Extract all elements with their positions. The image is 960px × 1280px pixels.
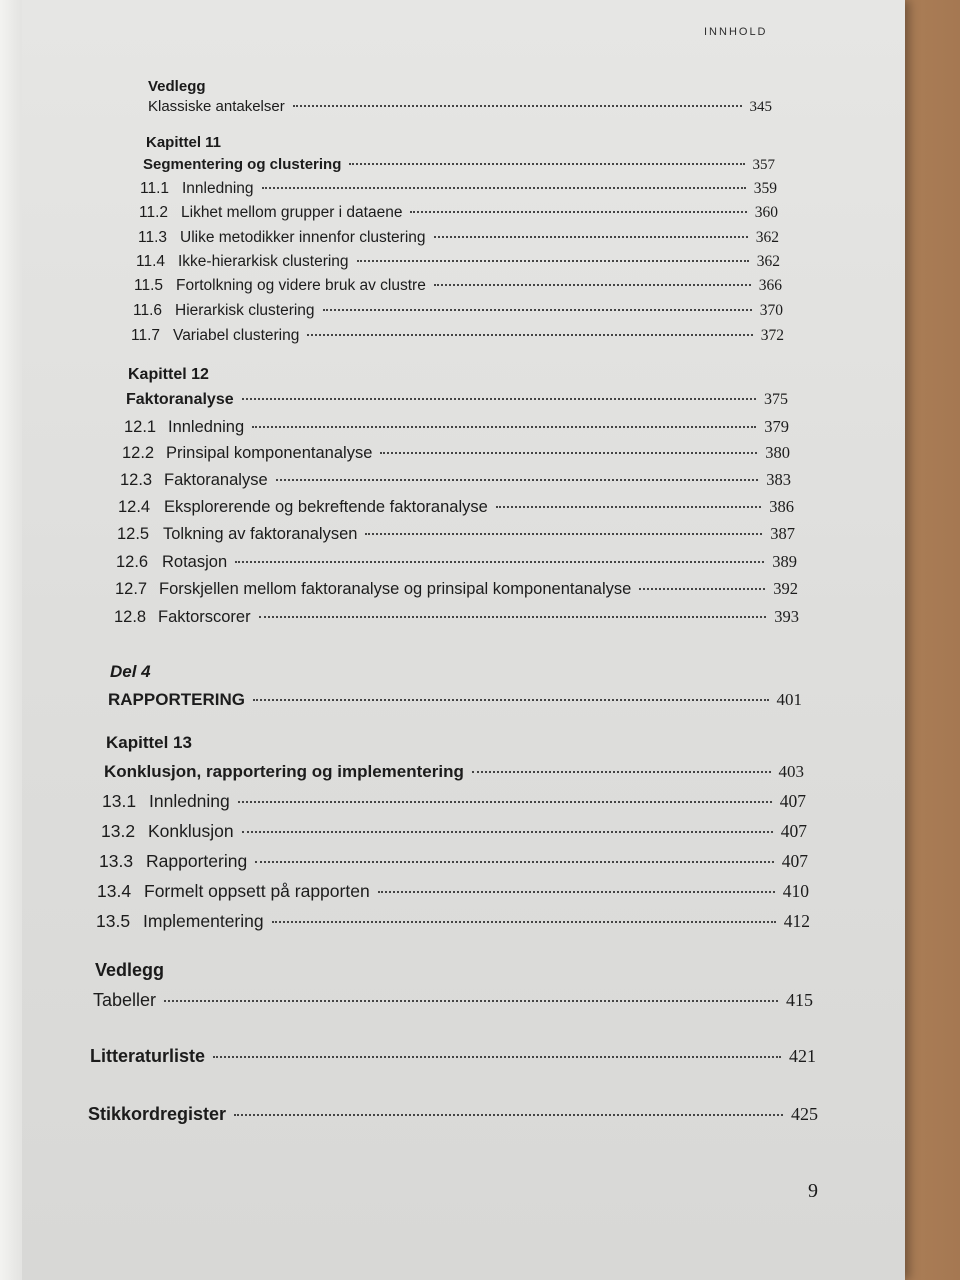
dot-leader (434, 236, 748, 238)
toc-title: Innledning (168, 418, 245, 436)
dot-leader (365, 533, 762, 535)
section-number: 11.2 (139, 204, 169, 221)
toc-index[interactable] (88, 1104, 818, 1125)
dot-leader (272, 921, 776, 923)
section-number: 12.8 (114, 608, 147, 626)
toc-title: Formelt oppsett på rapporten (144, 881, 370, 901)
dot-leader (357, 260, 749, 262)
toc-entry[interactable] (136, 253, 780, 271)
dot-leader (380, 452, 757, 454)
dot-leader (234, 1114, 783, 1116)
toc-part-title[interactable] (108, 690, 802, 710)
toc-title: Ikke-hierarkisk clustering (178, 253, 349, 270)
toc-page: 360 (754, 204, 778, 221)
dot-leader (253, 699, 769, 701)
toc-page: 375 (764, 391, 788, 408)
toc-title: Eksplorerende og bekreftende faktoranalyse (164, 498, 488, 516)
toc-entry[interactable] (117, 524, 795, 544)
dot-leader (434, 284, 751, 286)
toc-entry[interactable] (96, 911, 810, 932)
toc-page: 403 (778, 762, 804, 781)
toc-title: Ulike metodikker innenfor clustering (180, 229, 426, 246)
chapter-13-heading: Kapittel 13 (106, 733, 192, 752)
section-number: 13.3 (99, 851, 134, 871)
section-number: 13.2 (101, 821, 136, 841)
dot-leader (242, 831, 773, 833)
toc-title: Stikkordregister (88, 1104, 227, 1124)
toc-title: Faktoranalyse (164, 471, 268, 489)
appendix-heading: Vedlegg (148, 78, 206, 95)
toc-chapter-title[interactable] (104, 762, 804, 782)
dot-leader (307, 334, 752, 336)
toc-entry[interactable] (114, 607, 799, 627)
toc-entry[interactable] (93, 990, 813, 1011)
dot-leader (242, 398, 756, 400)
dot-leader (378, 891, 775, 893)
toc-entry[interactable] (120, 470, 791, 490)
toc-page: 389 (772, 552, 797, 571)
toc-title: Forskjellen mellom faktoranalyse og prinsipal komponentanalyse (159, 580, 632, 598)
section-number: 12.4 (118, 498, 151, 516)
section-number: 12.1 (124, 418, 157, 436)
toc-title: Hierarkisk clustering (175, 302, 315, 319)
page-number: 9 (808, 1180, 818, 1202)
toc-page: 359 (753, 180, 777, 197)
dot-leader (235, 561, 764, 563)
toc-page: 386 (769, 497, 794, 516)
toc-entry[interactable] (122, 443, 790, 463)
toc-title: Tolkning av faktoranalysen (163, 525, 358, 543)
section-number: 13.1 (102, 791, 137, 811)
section-number: 13.4 (97, 881, 132, 901)
section-number: 12.3 (120, 471, 153, 489)
dot-leader (472, 771, 771, 773)
toc-page: 387 (770, 524, 795, 543)
toc-title: Litteraturliste (90, 1046, 206, 1066)
dot-leader (323, 309, 752, 311)
toc-page: 425 (791, 1104, 818, 1124)
toc-page: 362 (756, 253, 780, 270)
toc-entry[interactable] (101, 821, 807, 842)
toc-page: 362 (755, 229, 779, 246)
dot-leader (255, 861, 774, 863)
dot-leader (164, 1000, 778, 1002)
dot-leader (410, 211, 746, 213)
toc-page: 415 (786, 990, 813, 1010)
toc-entry[interactable] (148, 98, 772, 116)
section-number: 11.6 (133, 302, 163, 319)
section-number: 12.7 (115, 580, 148, 598)
toc-entry[interactable] (139, 204, 778, 222)
chapter-11-heading: Kapittel 11 (146, 134, 222, 151)
toc-entry[interactable] (124, 417, 789, 437)
toc-title: Faktorscorer (158, 608, 251, 626)
section-number: 11.4 (136, 253, 166, 270)
toc-title: Innledning (149, 791, 230, 811)
toc-title: Implementering (143, 911, 264, 931)
toc-title: Segmentering og clustering (143, 156, 342, 173)
toc-title: Variabel clustering (173, 327, 300, 344)
section-number: 12.2 (122, 444, 155, 462)
toc-page: 421 (789, 1046, 816, 1066)
toc-page: 372 (760, 327, 784, 344)
toc-page: 410 (782, 881, 809, 901)
dot-leader (238, 801, 772, 803)
toc-title: Rapportering (146, 851, 248, 871)
toc-page: 393 (774, 607, 799, 626)
running-header: INNHOLD (704, 26, 768, 38)
toc-page: 401 (776, 690, 802, 709)
toc-page: 357 (752, 157, 775, 173)
toc-page: 380 (765, 443, 790, 462)
toc-entry[interactable] (138, 229, 779, 247)
section-number: 11.7 (131, 327, 161, 344)
toc-title: Konklusjon (148, 821, 234, 841)
toc-title: RAPPORTERING (108, 690, 245, 709)
dot-leader (252, 426, 756, 428)
section-number: 12.5 (117, 525, 150, 543)
toc-page: 366 (758, 277, 782, 294)
toc-page: 407 (779, 791, 806, 811)
toc-title: Likhet mellom grupper i dataene (181, 204, 403, 221)
dot-leader (259, 616, 767, 618)
toc-chapter-title[interactable] (126, 391, 788, 409)
toc-title: Konklusjon, rapportering og implementering (104, 762, 464, 781)
dot-leader (262, 187, 746, 189)
toc-page: 412 (783, 911, 810, 931)
toc-title: Tabeller (93, 990, 157, 1010)
section-number: 11.5 (134, 277, 164, 294)
page-edge (0, 0, 22, 1280)
toc-page: 379 (764, 417, 789, 436)
toc-entry[interactable] (118, 497, 794, 517)
section-number: 13.5 (96, 911, 131, 931)
toc-entry[interactable] (140, 180, 777, 198)
toc-entry[interactable] (99, 851, 808, 872)
toc-page: 370 (759, 302, 783, 319)
toc-entry[interactable] (133, 302, 783, 320)
toc-bibliography[interactable] (90, 1046, 816, 1067)
toc-page: 392 (773, 579, 798, 598)
dot-leader (349, 163, 744, 165)
toc-entry[interactable] (115, 579, 798, 599)
section-number: 11.1 (140, 180, 170, 197)
toc-page: 407 (781, 851, 808, 871)
toc-page: 345 (749, 99, 772, 115)
toc-title: Prinsipal komponentanalyse (166, 444, 373, 462)
dot-leader (276, 479, 759, 481)
toc-page: 407 (780, 821, 807, 841)
part-4-heading: Del 4 (110, 662, 151, 681)
section-number: 11.3 (138, 229, 168, 246)
toc-entry[interactable] (102, 791, 806, 812)
toc-entry[interactable] (97, 881, 809, 902)
toc-entry[interactable] (116, 552, 797, 572)
dot-leader (213, 1056, 781, 1058)
appendix-heading: Vedlegg (95, 960, 165, 980)
toc-chapter-title[interactable] (143, 156, 775, 174)
section-number: 12.6 (116, 553, 149, 571)
dot-leader (293, 105, 742, 107)
toc-title: Innledning (182, 180, 254, 197)
dot-leader (639, 588, 765, 590)
toc-entry[interactable] (131, 327, 784, 345)
chapter-12-heading: Kapittel 12 (128, 366, 209, 383)
toc-page: 383 (766, 470, 791, 489)
toc-title: Fortolkning og videre bruk av clustre (176, 277, 426, 294)
toc-title: Klassiske antakelser (148, 98, 285, 115)
toc-title: Faktoranalyse (126, 391, 234, 408)
dot-leader (496, 506, 761, 508)
toc-entry[interactable] (134, 277, 782, 295)
toc-title: Rotasjon (162, 553, 228, 571)
